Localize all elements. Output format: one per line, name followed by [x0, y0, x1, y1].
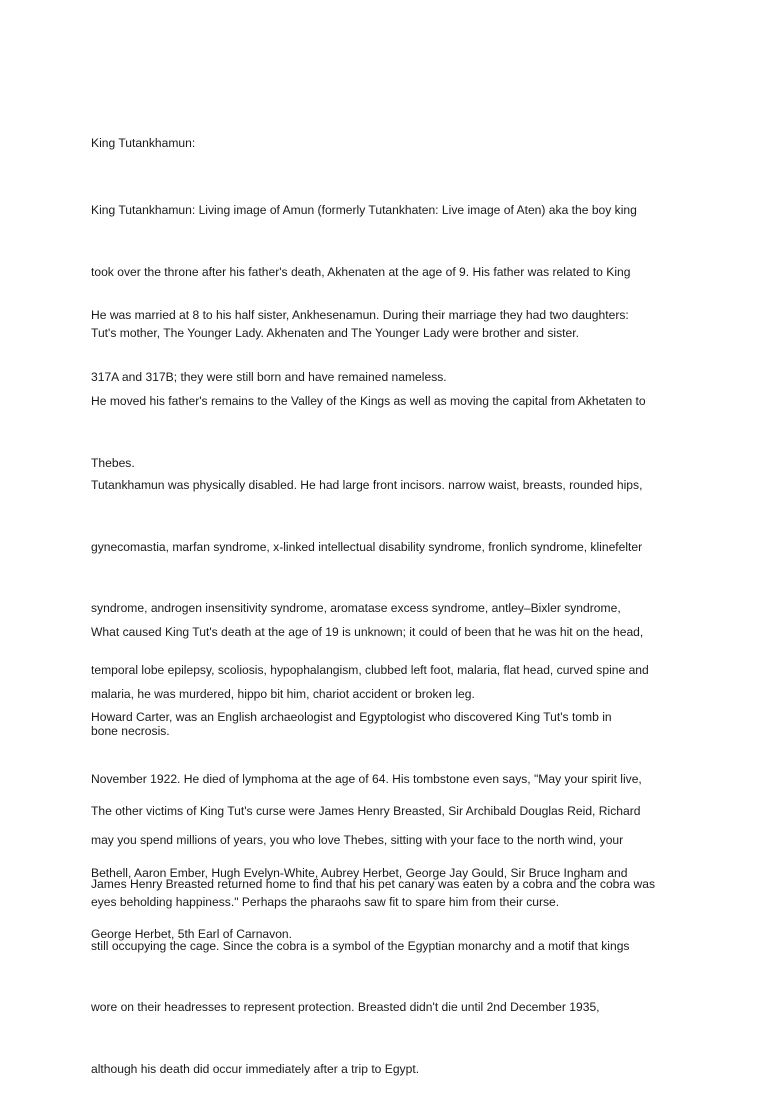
text-line: November 1922. He died of lymphoma at the age of 64. His tombstone even says, "May your spirit live, [91, 771, 642, 786]
text-line: 317A and 317B; they were still born and have remained nameless. [91, 369, 447, 384]
text-line: King Tutankhamun: Living image of Amun (formerly Tutankhaten: Live image of Aten) aka the boy king [91, 203, 637, 217]
text-line: Tutankhamun was physically disabled. He had large front incisors. narrow waist, breasts, rounded hips, [91, 478, 643, 492]
text-line: took over the throne after his father's death, Akhenaten at the age of 9. His father was related to King [91, 264, 631, 279]
text-line: Tut's mother, The Younger Lady. Akhenaten and The Younger Lady were brother and sister. [91, 326, 579, 340]
text-line: The other victims of King Tut's curse were James Henry Breasted, Sir Archibald Douglas Reid, Richard [91, 804, 641, 818]
text-line: He was married at 8 to his half sister, Ankhesenamun. During their marriage they had two daughters: [91, 308, 629, 322]
paragraph-breasted [91, 833, 691, 1120]
text-line: wore on their headresses to represent protection. Breasted didn't die until 2nd December 1935, [91, 1000, 600, 1014]
text-line: George Herbet, 5th Earl of Carnavon. [91, 927, 292, 941]
text-line: may you spend millions of years, you who love Thebes, sitting with your face to the north wind, your [91, 833, 624, 847]
text-line: although his death did occur immediately after a trip to Egypt. [91, 1061, 420, 1076]
title-line: King Tutankhamun: [91, 136, 196, 150]
text-line: still occupying the cage. Since the cobra is a symbol of the Egyptian monarchy and a motif that kings [91, 938, 630, 953]
text-line: Bethell, Aaron Ember, Hugh Evelyn-White, Aubrey Herbet, George Jay Gould, Sir Bruce Ingham and [91, 865, 628, 880]
text-line: Howard Carter, was an English archaeologist and Egyptologist who discovered King Tut's tomb in [91, 710, 612, 724]
text-line: James Henry Breasted returned home to find that his pet canary was eaten by a cobra and the cobra was [91, 877, 656, 891]
text-line: syndrome, androgen insensitivity syndrome, aromatase excess syndrome, antley–Bixler syndrome, [91, 601, 621, 615]
text-line: gynecomastia, marfan syndrome, x-linked intellectual disability syndrome, fronlich syndrome, klinefelter [91, 539, 643, 554]
text-line: temporal lobe epilepsy, scoliosis, hypophalangism, clubbed left foot, malaria, flat head, curved spine and [91, 662, 649, 677]
text-line: bone necrosis. [91, 724, 170, 738]
text-line: He moved his father's remains to the Valley of the Kings as well as moving the capital from Akhetaten to [91, 394, 646, 408]
text-line: Thebes. [91, 455, 135, 470]
text-line: What caused King Tut's death at the age of 19 is unknown; it could of been that he was hit on the head, [91, 625, 644, 639]
text-line: malaria, he was murdered, hippo bit him, chariot accident or broken leg. [91, 686, 475, 701]
text-line: eyes beholding happiness." Perhaps the pharaohs saw fit to spare him from their curse. [91, 894, 560, 909]
